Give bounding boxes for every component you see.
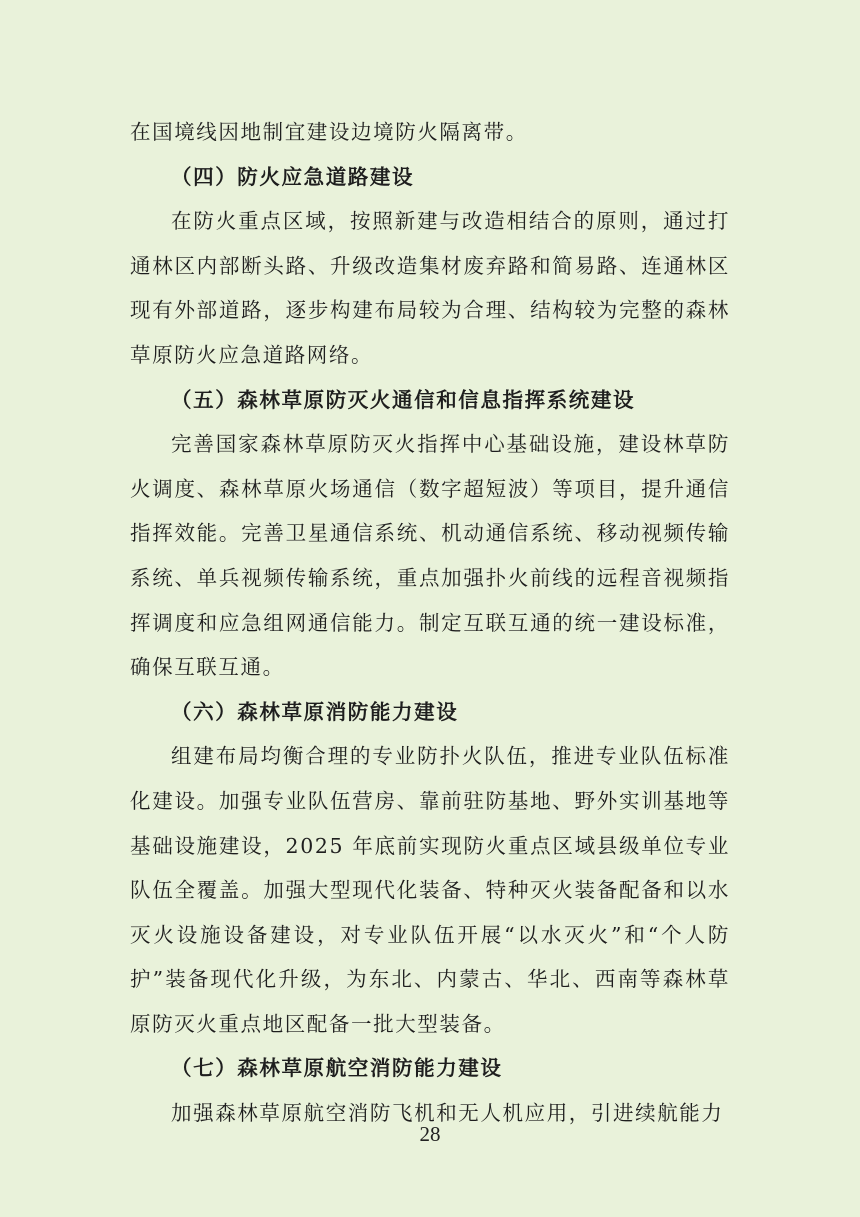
page-number: 28 — [419, 1122, 441, 1146]
heading-section-6: （六）森林草原消防能力建设 — [171, 699, 459, 724]
paragraph-aviation-firefighting: 加强森林草原航空消防飞机和无人机应用，引进续航能力 — [171, 1101, 724, 1126]
body-text — [130, 110, 730, 1136]
paragraph-firefighting-capacity: 组建布局均衡合理的专业防扑火队伍，推进专业队伍标准化建设。加强专业队伍营房、靠前驻防基地、野外实训基地等基础设施建设，2025 年底前实现防火重点区域县级单位专业队伍全覆盖。加强大型现代化装备、特种灭火装备配备和以水灭火设施设备建设，对专业队伍开展“以水灭火”和“个人防护”装备现代化升级，为东北、内蒙古、华北、西南等森林草原防灭火重点地区配备一批大型装备。 — [130, 744, 730, 1036]
heading-section-5: （五）森林草原防灭火通信和信息指挥系统建设 — [171, 387, 636, 412]
paragraph-communication-system: 完善国家森林草原防灭火指挥中心基础设施，建设林草防火调度、森林草原火场通信（数字超短波）等项目，提升通信指挥效能。完善卫星通信系统、机动通信系统、移动视频传输系统、单兵视频传输系统，重点加强扑火前线的远程音视频指挥调度和应急组网通信能力。制定互联互通的统一建设标准，确保互联互通。 — [130, 432, 730, 680]
paragraph-emergency-roads: 在防火重点区域，按照新建与改造相结合的原则，通过打通林区内部断头路、升级改造集材废弃路和简易路、连通林区现有外部道路，逐步构建布局较为合理、结构较为完整的森林草原防火应急道路网络。 — [130, 209, 730, 367]
heading-section-7: （七）森林草原航空消防能力建设 — [171, 1056, 503, 1081]
paragraph-border-firebreak: 在国境线因地制宜建设边境防火隔离带。 — [130, 120, 528, 144]
heading-section-4: （四）防火应急道路建设 — [171, 164, 415, 189]
